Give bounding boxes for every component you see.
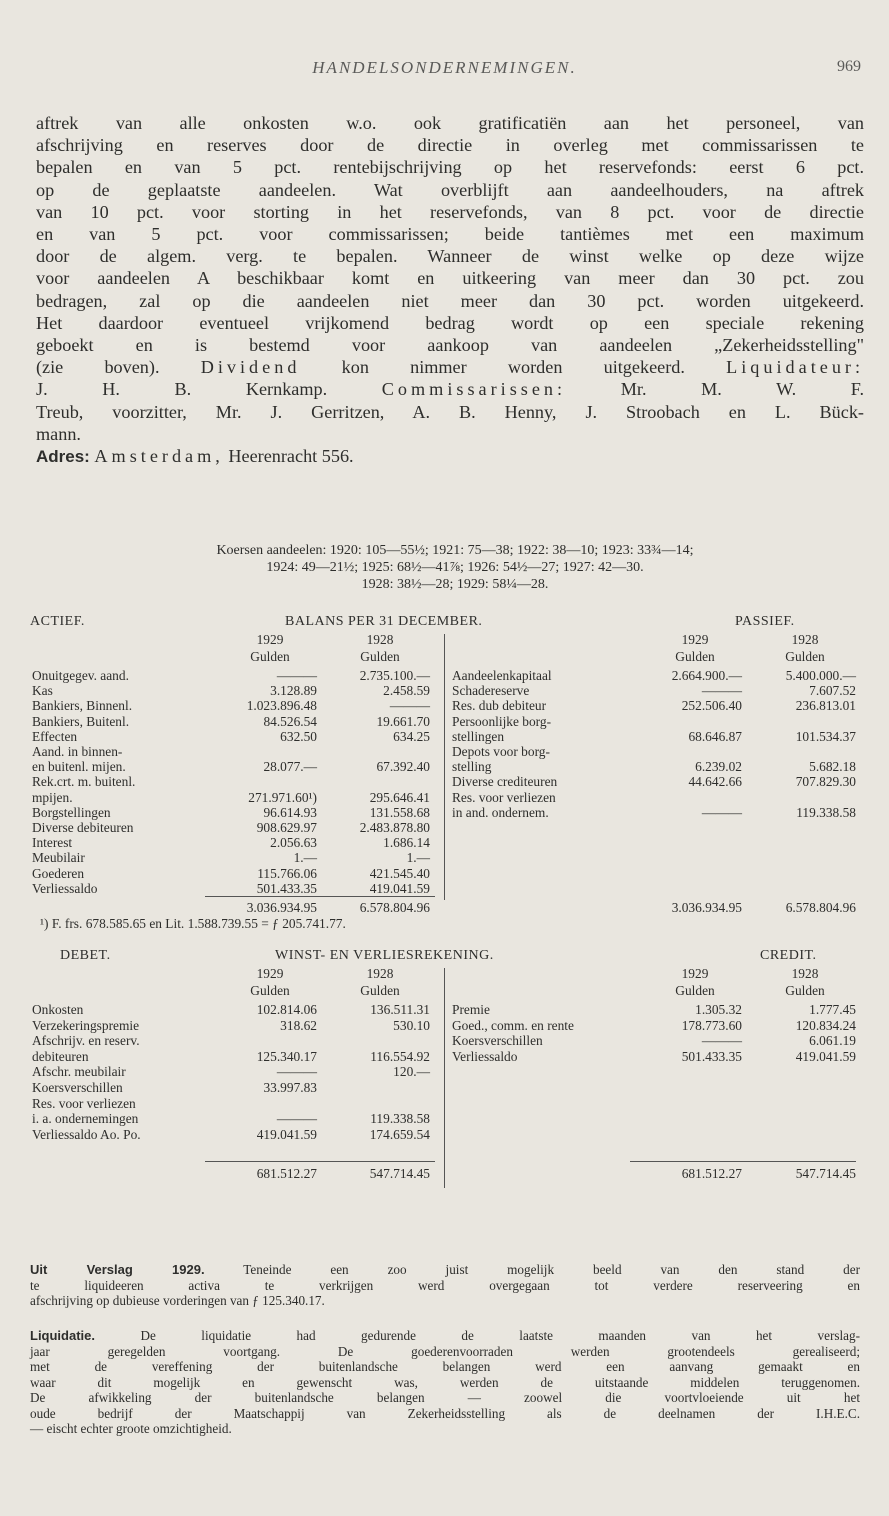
verslag-text: Teneinde een zoo juist mogelijk beeld van den stand der [243, 1262, 860, 1277]
row-label: Goederen [32, 865, 85, 881]
row-value-1928: 634.25 [393, 728, 430, 744]
row-value-1928: 421.545.40 [369, 865, 430, 881]
debet-title: DEBET. [60, 948, 111, 963]
row-value-1928: 119.338.58 [796, 804, 856, 820]
row-label: Depots voor borg- [452, 744, 550, 759]
balans-actief-title: ACTIEF. [30, 614, 85, 629]
row-value-1928: 116.554.92 [370, 1048, 430, 1064]
winst-total-1929: 681.512.27 [256, 1166, 317, 1181]
row-value-1928: 1.— [406, 850, 430, 866]
winst-verlies-table [30, 948, 860, 1208]
row-value-1929: ——— [276, 1111, 317, 1127]
unit-gulden: Gulden [785, 983, 825, 998]
liquidateur-label: Liquidateur: [726, 357, 865, 378]
row-label: Kas [32, 683, 53, 699]
intro-line: Het daardoor eventueel vrijkomend bedrag wordt op een speciale rekening [36, 312, 864, 333]
winst-total-1929: 681.512.27 [681, 1166, 742, 1181]
row-value-1929: 2.664.900.— [671, 668, 742, 683]
row-value-1928: 419.041.59 [369, 880, 430, 896]
row-value-1928: 530.10 [393, 1017, 430, 1033]
liquidateur-line [36, 378, 864, 400]
row-label: Diverse crediteuren [452, 774, 558, 790]
row-value-1928: 136.511.31 [370, 1002, 430, 1017]
row-value-1928: 101.534.37 [795, 728, 856, 744]
page-number: 969 [837, 58, 861, 75]
liquidatie-line: met de vereffening der buitenlandsche belangen werd een aanvang gemaakt en [30, 1359, 860, 1374]
row-label: Verzekeringspremie [32, 1017, 140, 1033]
year-1929: 1929 [256, 632, 284, 647]
verslag-line: afschrijving op dubieuse vorderingen van ƒ 125.340.17. [30, 1293, 325, 1308]
intro-paragraph [36, 112, 864, 468]
balans-total-1928: 6.578.804.96 [359, 900, 430, 915]
row-value-1929: 271.971.60¹) [248, 789, 317, 805]
dividend-label: Dividend [200, 357, 301, 378]
total-rule [205, 896, 435, 897]
commissarissen-line2: Treub, voorzitter, Mr. J. Gerritzen, A. B. Henny, J. Stroobach en L. Bück- [36, 401, 864, 422]
row-value-1928: 5.400.000.— [785, 668, 856, 683]
verslag-line: te liquideeren activa te verkrijgen werd overgegaan tot verdere reserveering en [30, 1277, 860, 1293]
row-value-1928: 707.829.30 [795, 774, 856, 790]
balans-total-1928: 6.578.804.96 [785, 900, 856, 915]
row-value-1928: 2.483.878.80 [359, 820, 430, 835]
row-value-1928: 174.659.54 [369, 1126, 430, 1142]
row-value-1929: 2.056.63 [270, 835, 317, 851]
row-label: Effecten [32, 728, 78, 744]
row-value-1929: 115.766.06 [257, 865, 317, 881]
liquidatie-lead: Liquidatie. [30, 1328, 95, 1343]
row-value-1929: 96.614.93 [263, 804, 317, 820]
row-label: Aandeelenkapitaal [452, 668, 552, 683]
row-value-1928: 236.813.01 [795, 698, 856, 714]
row-label: Onuitgegev. aand. [32, 668, 129, 683]
row-label: stellingen [452, 728, 505, 744]
row-label: Res. voor verliezen [32, 1095, 136, 1111]
total-rule [205, 1161, 435, 1162]
row-label: Koersverschillen [32, 1080, 123, 1095]
intro-line: en van 5 pct. voor commissarissen; beide tantièmes met een maximum [36, 224, 864, 245]
row-value-1929: ——— [276, 1064, 317, 1080]
row-value-1929: 84.526.54 [263, 713, 317, 729]
row-label: Bankiers, Buitenl. [32, 713, 130, 729]
row-value-1928: 2.735.100.— [359, 668, 430, 683]
row-label: stelling [452, 759, 492, 775]
adres-line [36, 445, 864, 468]
total-rule [630, 1161, 856, 1162]
credit-title: CREDIT. [760, 948, 817, 963]
liquidatie-line: jaar geregelden voortgang. De goederenvoorraden werden grootendeels gerealiseerd; [30, 1343, 860, 1359]
row-value-1929: 6.239.02 [695, 759, 742, 775]
commissarissen-label: Commissarissen: [381, 379, 567, 400]
row-label: Diverse debiteuren [32, 820, 134, 835]
row-label: Koersverschillen [452, 1033, 543, 1049]
dividend-text: kon nimmer worden uitgekeerd. [341, 357, 685, 378]
row-value-1929: 3.128.89 [270, 683, 317, 699]
balans-total-1929: 3.036.934.95 [671, 900, 742, 915]
row-value-1929: 1.023.896.48 [246, 698, 317, 714]
unit-gulden: Gulden [250, 649, 290, 664]
intro-line: aftrek van alle onkosten w.o. ook gratificatiën aan het personeel, van [36, 113, 864, 133]
year-1928: 1928 [791, 966, 819, 981]
row-value-1929: 1.— [293, 850, 317, 866]
row-value-1928: 7.607.52 [809, 683, 856, 699]
koersen-block [60, 542, 850, 593]
row-value-1928: 5.682.18 [809, 759, 856, 775]
liquidatie-line [30, 1328, 860, 1344]
year-1928: 1928 [366, 632, 394, 647]
year-1929: 1929 [256, 966, 284, 981]
row-value-1928: 67.392.40 [376, 759, 430, 775]
intro-line: geboekt en is bestemd voor aankoop van aandeelen „Zekerheidsstelling" [36, 335, 864, 356]
commissarissen-line3: mann. [36, 423, 81, 444]
row-label: Aand. in binnen- [32, 744, 123, 759]
row-value-1929: 632.50 [280, 728, 317, 744]
row-value-1929: 28.077.— [263, 759, 317, 775]
row-label: i. a. ondernemingen [32, 1111, 139, 1127]
intro-line: voor aandeelen A beschikbaar komt en uitkeering van meer dan 30 pct. zou [36, 268, 864, 289]
row-label: Res. dub debiteur [452, 698, 547, 714]
row-value-1929: 501.433.35 [256, 880, 317, 896]
row-label: mpijen. [32, 789, 73, 805]
row-value-1929: 908.629.97 [256, 820, 317, 835]
row-label: in and. ondernem. [452, 804, 549, 820]
row-label: Afschrijv. en reserv. [32, 1033, 140, 1049]
row-value-1928: 295.646.41 [369, 789, 430, 805]
row-value-1929: ——— [276, 668, 317, 683]
row-value-1929: 252.506.40 [681, 698, 742, 714]
row-label: Meubilair [32, 850, 85, 866]
balans-total-1929: 3.036.934.95 [246, 900, 317, 915]
adres-label: Adres: [36, 447, 90, 467]
koersen-line: 1924: 49—21½; 1925: 68½—41⅞; 1926: 54½—27; 1927: 42—30. [266, 560, 644, 575]
row-label: Interest [32, 835, 73, 851]
verslag-paragraph [30, 1262, 860, 1309]
intro-line: bedragen, zal op die aandeelen niet meer dan 30 pct. worden uitgekeerd. [36, 290, 864, 311]
year-1929: 1929 [681, 966, 709, 981]
row-label: Schadereserve [452, 683, 530, 699]
row-label: Verliessaldo [452, 1048, 518, 1064]
row-value-1928: 131.558.68 [369, 804, 430, 820]
row-value-1928: 120.— [393, 1064, 430, 1080]
row-value-1928: 419.041.59 [795, 1048, 856, 1064]
row-value-1928: 1.686.14 [383, 835, 430, 851]
row-value-1929: 1.305.32 [695, 1002, 742, 1017]
year-1928: 1928 [366, 966, 394, 981]
unit-gulden: Gulden [360, 649, 400, 664]
row-label: Afschr. meubilair [32, 1064, 126, 1080]
balans-footnote: ¹) F. frs. 678.585.65 en Lit. 1.588.739.55 = ƒ 205.741.77. [40, 916, 346, 931]
intro-line: afschrijving en reserves door de directie in overleg met commissarissen te [36, 135, 864, 156]
column-divider [444, 634, 445, 900]
verslag-line [30, 1262, 860, 1278]
dividend-line [36, 356, 864, 378]
row-label: Persoonlijke borg- [452, 713, 552, 729]
row-value-1929: ——— [701, 804, 742, 820]
unit-gulden: Gulden [785, 649, 825, 664]
adres-city: Amsterdam, [94, 446, 224, 467]
liquidatie-line: oude bedrijf der Maatschappij van Zekerheidsstelling als de deelnamen der I.H.E.C. [30, 1405, 860, 1421]
row-label: Premie [452, 1002, 490, 1017]
koersen-line: 1928: 38½—28; 1929: 58¼—28. [361, 577, 549, 592]
row-label: Verliessaldo Ao. Po. [32, 1126, 141, 1142]
row-value-1929: 178.773.60 [681, 1017, 742, 1033]
running-title: HANDELSONDERNEMINGEN. [312, 58, 577, 77]
row-label: Rek.crt. m. buitenl. [32, 774, 136, 790]
row-value-1929: 501.433.35 [681, 1048, 742, 1064]
row-value-1929: 318.62 [280, 1017, 317, 1033]
row-value-1929: 68.646.87 [688, 728, 742, 744]
row-value-1929: 102.814.06 [256, 1002, 317, 1017]
row-value-1929: ——— [701, 683, 742, 699]
verslag-lead: Uit Verslag 1929. [30, 1262, 205, 1277]
row-label: Goed., comm. en rente [452, 1017, 574, 1033]
intro-line: op de geplaatste aandeelen. Wat overblijft aan aandeelhouders, na aftrek [36, 179, 864, 200]
row-value-1928: 6.061.19 [809, 1033, 856, 1049]
unit-gulden: Gulden [675, 649, 715, 664]
unit-gulden: Gulden [675, 983, 715, 998]
unit-gulden: Gulden [360, 983, 400, 998]
row-value-1929: 44.642.66 [688, 774, 742, 790]
row-value-1928: 1.777.45 [809, 1002, 856, 1017]
liquidatie-text: De liquidatie had gedurende de laatste maanden van het verslag- [140, 1328, 861, 1343]
row-label: Onkosten [32, 1002, 84, 1017]
winst-total-1928: 547.714.45 [369, 1166, 430, 1181]
commissarissen-text: Mr. M. W. F. [620, 379, 864, 400]
row-value-1928: 119.338.58 [370, 1111, 430, 1127]
row-label: Borgstellingen [32, 804, 111, 820]
row-label: debiteuren [32, 1048, 89, 1064]
year-1928: 1928 [791, 632, 819, 647]
row-value-1928: 120.834.24 [795, 1017, 856, 1033]
koersen-line: Koersen aandeelen: 1920: 105—55½; 1921: 75—38; 1922: 38—10; 1923: 33¾—14; [216, 543, 694, 558]
row-value-1928: ——— [389, 698, 430, 714]
row-label: Verliessaldo [32, 880, 98, 896]
adres-street: Heerenracht 556. [228, 446, 354, 467]
balans-table [30, 614, 860, 931]
row-value-1929: 419.041.59 [256, 1126, 317, 1142]
row-value-1928: 19.661.70 [376, 713, 430, 729]
liquidatie-line: — eischt echter groote omzichtigheid. [30, 1421, 232, 1436]
balans-passief-title: PASSIEF. [735, 614, 795, 629]
intro-line: bepalen en van 5 pct. rentebijschrijving op het reservefonds: eerst 6 pct. [36, 157, 864, 178]
column-divider [444, 968, 445, 1188]
row-value-1929: 33.997.83 [263, 1080, 317, 1095]
row-value-1929: 125.340.17 [256, 1048, 317, 1064]
row-value-1929: ——— [701, 1033, 742, 1049]
year-1929: 1929 [681, 632, 709, 647]
intro-line: door de algem. verg. te bepalen. Wanneer de winst welke op deze wijze [36, 246, 864, 267]
winst-title: WINST- EN VERLIESREKENING. [275, 948, 494, 963]
liquidatie-line: waar dit mogelijk en gewenscht was, werden de uitstaande middelen teruggenomen. [30, 1374, 860, 1390]
running-header [0, 58, 889, 82]
intro-line: (zie boven). [36, 357, 160, 378]
liquidatie-line: De afwikkeling der buitenlandsche belangen — zoowel die voortvloeiende uit het [30, 1390, 860, 1405]
row-label: Res. voor verliezen [452, 789, 556, 805]
winst-total-1928: 547.714.45 [795, 1166, 856, 1181]
balans-title: BALANS PER 31 DECEMBER. [285, 614, 483, 629]
unit-gulden: Gulden [250, 983, 290, 998]
row-value-1928: 2.458.59 [383, 683, 430, 699]
row-label: en buitenl. mijen. [32, 759, 126, 775]
liquidateur-text: J. H. B. Kernkamp. [36, 379, 328, 400]
row-label: Bankiers, Binnenl. [32, 698, 133, 714]
liquidatie-paragraph [30, 1328, 860, 1437]
intro-line: van 10 pct. voor storting in het reservefonds, van 8 pct. voor de directie [36, 201, 864, 222]
